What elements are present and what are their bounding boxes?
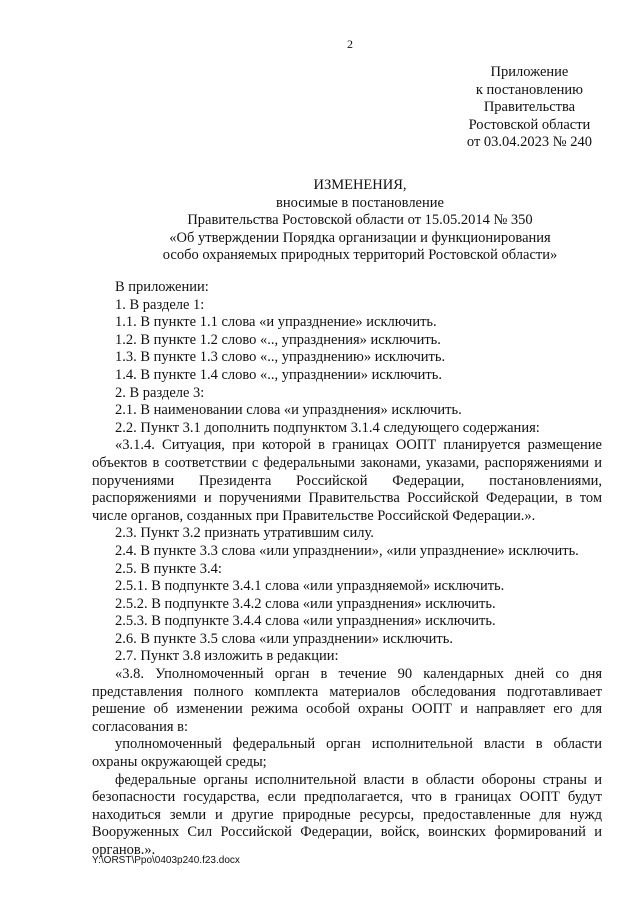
appendix-line: к постановлению	[475, 81, 583, 98]
appendix-line: от 03.04.2023 № 240	[466, 134, 592, 151]
title-line: особо охраняемых природных территорий Ростовской области»	[162, 247, 558, 264]
document-title	[110, 177, 610, 265]
quoted-subpoint: «3.1.4. Ситуация, при которой в границах ООПТ планируется размещение объектов в соответствии с федеральными законами, указами, распоряжениями и поручениями Президента Российской Федерации, постановлениями, распоряжениями и поручениями Правительства Российской Федерации, в том числе органов, созданных при Правительстве Российской Федерации.».	[92, 437, 602, 524]
paragraph: 2.6. В пункте 3.5 слова «или упразднении» исключить.	[115, 630, 453, 647]
paragraph: В приложении:	[115, 279, 209, 295]
appendix-line: Правительства	[483, 99, 576, 116]
paragraph: 2.2. Пункт 3.1 дополнить подпунктом 3.1.4 следующего содержания:	[115, 419, 540, 436]
paragraph: 2. В разделе 3:	[115, 384, 205, 401]
title-line: «Об утверждении Порядка организации и функционирования	[169, 229, 551, 246]
paragraph: 2.5. В пункте 3.4:	[115, 560, 222, 577]
paragraph: 2.4. В пункте 3.3 слова «или упразднении», «или упразднение» исключить.	[115, 542, 579, 559]
paragraph: 2.5.2. В подпункте 3.4.2 слова «или упразднения» исключить.	[115, 595, 496, 612]
paragraph: 2.5.1. В подпункте 3.4.1 слова «или упраздняемой» исключить.	[115, 578, 505, 595]
quoted-point: «3.8. Уполномоченный орган в течение 90 календарных дней со дня представления полного комплекта материалов обследования подготавливает решение об изменении режима особой охраны ООПТ и направляет его для согласования в:	[92, 666, 602, 735]
paragraph: 1.4. В пункте 1.4 слово «.., упразднении» исключить.	[115, 366, 443, 383]
file-path-footer: Y:\ORST\Ppo\0403p240.f23.docx	[92, 855, 240, 866]
document-body	[92, 279, 602, 860]
paragraph: 2.7. Пункт 3.8 изложить в редакции:	[115, 648, 339, 665]
page-number: 2	[347, 37, 353, 51]
paragraph: 2.5.3. В подпункте 3.4.4 слова «или упразднения» исключить.	[115, 613, 496, 630]
paragraph: 1.1. В пункте 1.1 слова «и упразднение» исключить.	[115, 314, 437, 331]
paragraph: федеральные органы исполнительной власти в области обороны страны и безопасности государства, если предполагается, что в границах ООПТ будут находиться земли и другие природные ресурсы, предоставленные для нужд Вооруженных Сил Российской Федерации, войск, воинских формирований и органов.».	[92, 771, 602, 858]
paragraph: 1.2. В пункте 1.2 слово «.., упразднения» исключить.	[115, 331, 441, 348]
appendix-line: Ростовской области	[468, 116, 591, 133]
title-line: Правительства Ростовской области от 15.05.2014 № 350	[187, 212, 533, 229]
paragraph: уполномоченный федеральный орган исполнительной власти в области охраны окружающей среды;	[92, 736, 602, 771]
paragraph: 1. В разделе 1:	[115, 296, 205, 313]
appendix-line: Приложение	[490, 64, 569, 80]
paragraph: 1.3. В пункте 1.3 слово «.., упразднению» исключить.	[115, 349, 446, 366]
title-heading: ИЗМЕНЕНИЯ,	[313, 177, 407, 193]
appendix-block	[467, 64, 592, 152]
title-line: вносимые в постановление	[276, 194, 444, 211]
paragraph: 2.1. В наименовании слова «и упразднения» исключить.	[115, 402, 462, 419]
paragraph: 2.3. Пункт 3.2 признать утратившим силу.	[115, 525, 374, 542]
